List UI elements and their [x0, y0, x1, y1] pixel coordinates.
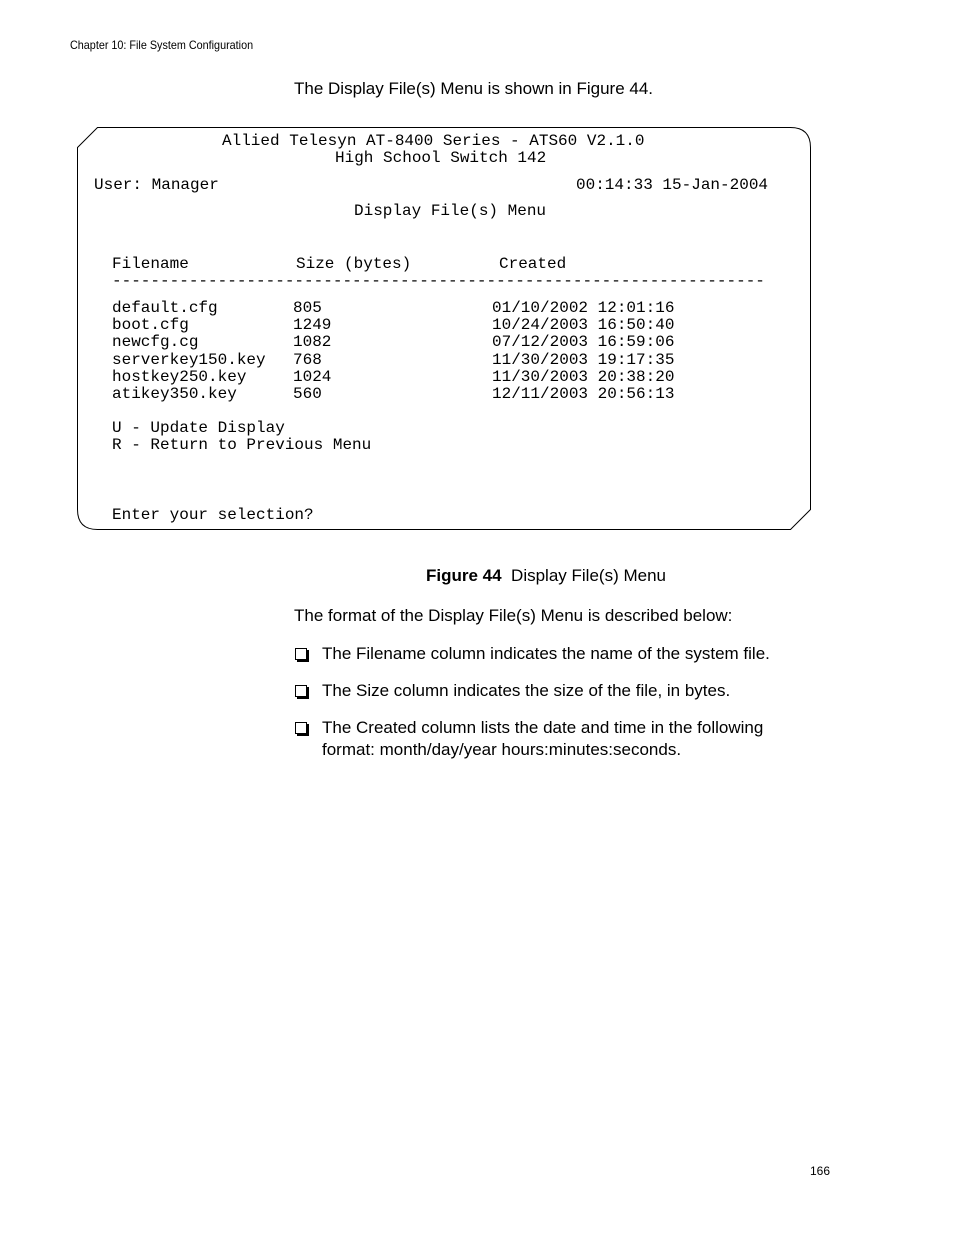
row-filename: hostkey250.key — [112, 368, 247, 386]
column-header-filename: Filename — [112, 255, 189, 273]
terminal-menu-title: Display File(s) Menu — [354, 202, 547, 220]
row-created: 11/30/2003 19:17:35 — [492, 351, 675, 369]
row-size: 560 — [293, 385, 322, 403]
checkbox-bullet-icon — [295, 722, 307, 734]
row-filename: newcfg.cg — [112, 333, 199, 351]
intro-paragraph: The Display File(s) Menu is shown in Figure 44. — [294, 79, 654, 98]
row-filename: boot.cfg — [112, 316, 189, 334]
list-item-text: The Size column indicates the size of the file, in bytes. — [322, 681, 731, 700]
row-created: 11/30/2003 20:38:20 — [492, 368, 675, 386]
page-number: 166 — [810, 1164, 831, 1178]
column-header-size: Size (bytes) — [296, 255, 412, 273]
row-size: 805 — [293, 299, 322, 317]
figure-title: Display File(s) Menu — [511, 566, 666, 585]
terminal-title-line1: Allied Telesyn AT-8400 Series - ATS60 V2.1.0 — [222, 132, 645, 150]
description-paragraph: The format of the Display File(s) Menu is described below: — [294, 606, 733, 625]
list-item — [294, 643, 814, 665]
terminal-datetime: 00:14:33 15-Jan-2004 — [576, 176, 769, 194]
row-filename: atikey350.key — [112, 385, 237, 403]
figure-label: Figure 44 — [426, 566, 502, 585]
row-filename: serverkey150.key — [112, 351, 266, 369]
row-size: 1249 — [293, 316, 332, 334]
row-size: 1024 — [293, 368, 332, 386]
row-filename: default.cfg — [112, 299, 218, 317]
terminal-user: User: Manager — [94, 176, 219, 194]
running-head: Chapter 10: File System Configuration — [70, 38, 254, 52]
menu-option-return-previous[interactable]: R - Return to Previous Menu — [112, 436, 372, 454]
checkbox-bullet-icon — [295, 685, 307, 697]
terminal-screen — [77, 127, 811, 530]
row-created: 07/12/2003 16:59:06 — [492, 333, 675, 351]
checkbox-bullet-icon — [295, 648, 307, 660]
row-created: 12/11/2003 20:56:13 — [492, 385, 675, 403]
figure-caption — [426, 566, 666, 586]
selection-prompt[interactable]: Enter your selection? — [112, 506, 314, 524]
table-separator: -------------------------------------------------------------------- — [112, 273, 765, 290]
list-item — [294, 717, 814, 761]
list-item-text: The Created column lists the date and time in the following format: month/day/year hours:minutes:seconds. — [322, 718, 764, 759]
column-header-created: Created — [499, 255, 567, 273]
row-size: 1082 — [293, 333, 332, 351]
row-created: 01/10/2002 12:01:16 — [492, 299, 675, 317]
row-size: 768 — [293, 351, 322, 369]
row-created: 10/24/2003 16:50:40 — [492, 316, 675, 334]
menu-option-update-display[interactable]: U - Update Display — [112, 419, 285, 437]
list-item-text: The Filename column indicates the name of the system file. — [322, 644, 770, 663]
bullet-list — [294, 643, 814, 776]
list-item — [294, 680, 814, 702]
terminal-title-line2: High School Switch 142 — [335, 149, 547, 167]
